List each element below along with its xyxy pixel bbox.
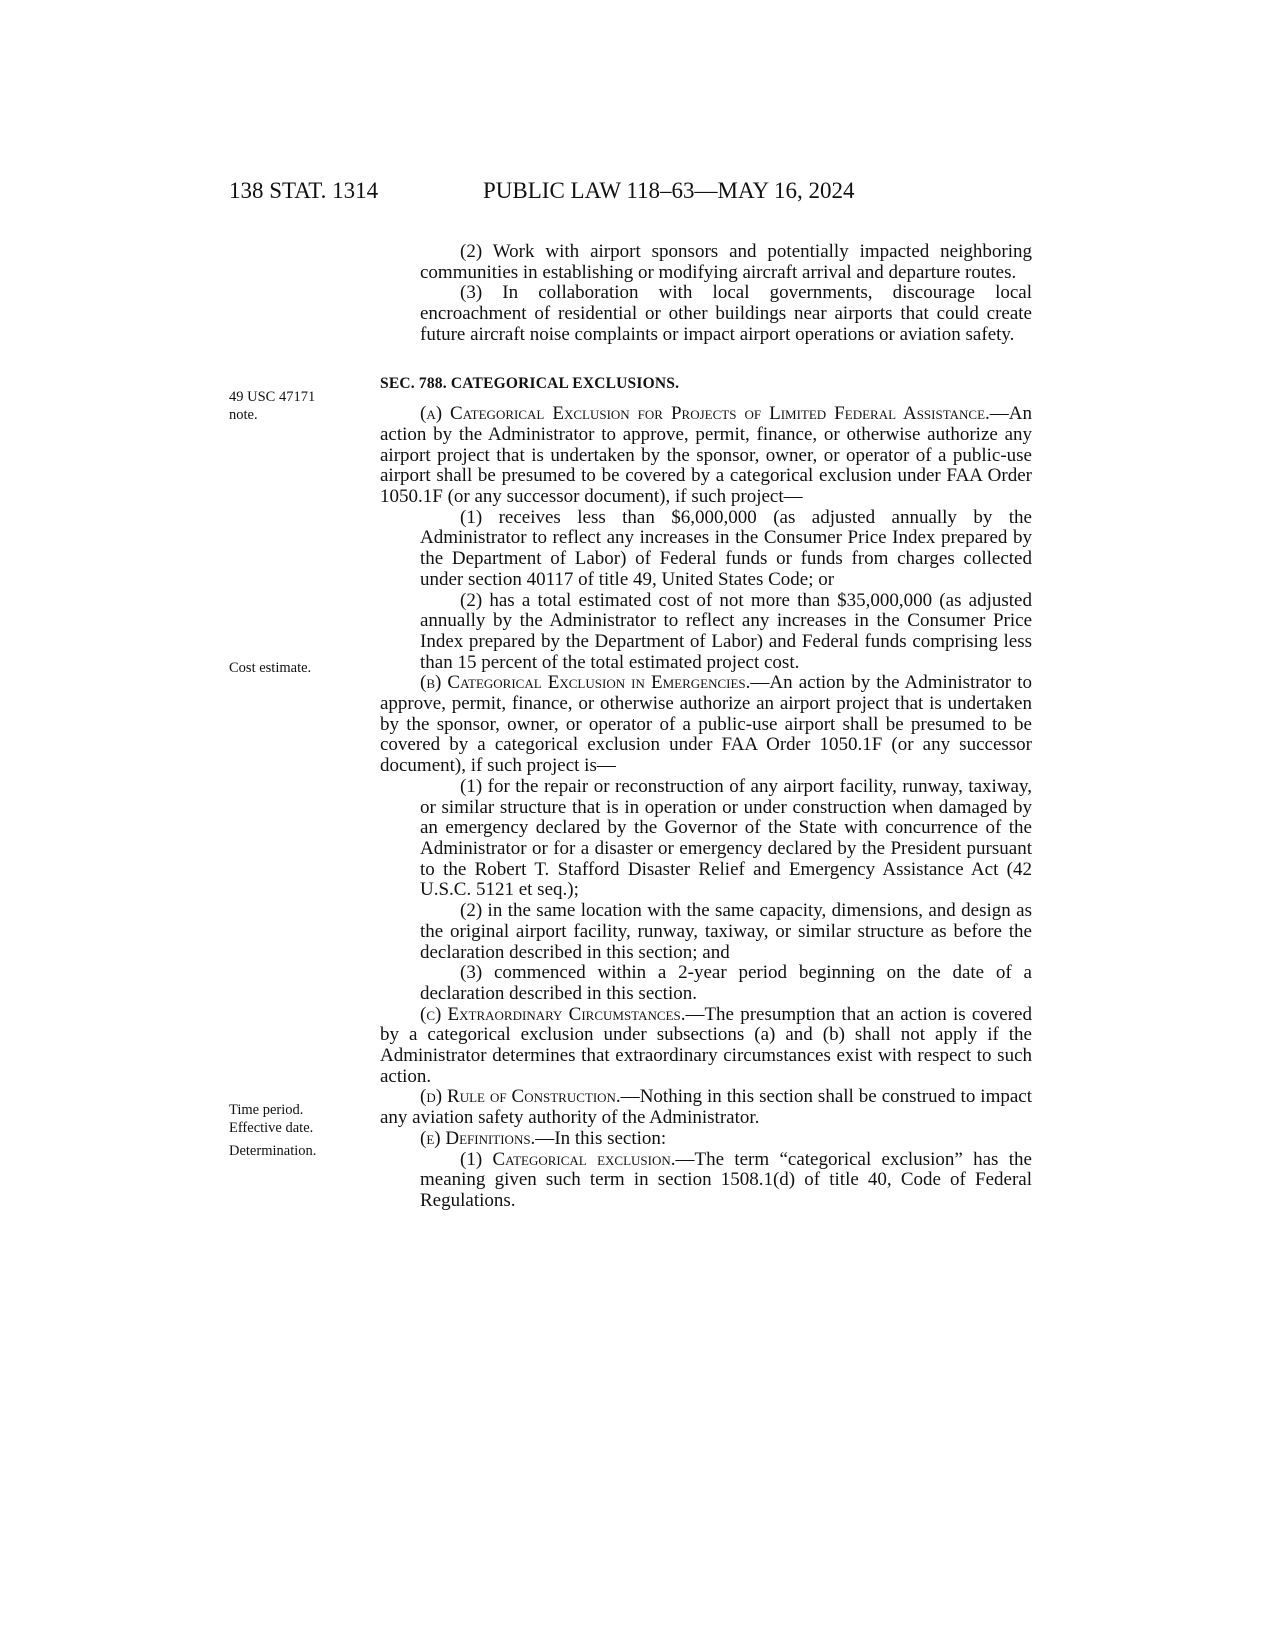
subsection-e bbox=[380, 1129, 1032, 1150]
subsection-b bbox=[380, 673, 1032, 777]
margin-note-time-period: Time period. bbox=[229, 1102, 304, 1118]
paragraph-e1 bbox=[420, 1150, 1032, 1212]
subsection-c-heading: (c) Extraordinary Circumstances.— bbox=[420, 1003, 705, 1025]
margin-note-usc-line2: note. bbox=[229, 407, 258, 423]
paragraph-e1-text: The term “categorical exclusion” has the meaning given such term in section 1508.1(d) of title 40, Code of Federal Regulations. bbox=[420, 1148, 1032, 1211]
section-heading: SEC. 788. CATEGORICAL EXCLUSIONS. bbox=[380, 374, 680, 392]
paragraph-b2: (2) in the same location with the same capacity, dimensions, and design as the original airport facility, runway, taxiway, or similar structure as before the declaration described in this section; and bbox=[420, 900, 1032, 963]
subsection-d-heading: (d) Rule of Construction.— bbox=[420, 1086, 640, 1108]
subsection-a-text: An action by the Administrator to approve, permit, finance, or otherwise authorize any airport project that is undertaken by the sponsor, owner, or operator of a public-use airport shall be presumed to be covered by a categorical exclusion under FAA Order 1050.1F (or any successor document), if such project— bbox=[380, 403, 1032, 508]
paragraph-a2: (2) has a total estimated cost of not more than $35,000,000 (as adjusted annually by the Administrator to reflect any increases in the Consumer Price Index prepared by the Department of Labor) and Federal funds comprising less than 15 percent of the total estimated project cost. bbox=[420, 589, 1032, 673]
paragraph-b1: (1) for the repair or reconstruction of any airport facility, runway, taxiway, or similar structure that is in operation or under construction when damaged by an emergency declared by the Governor of the State with concurrence of the Administrator or for a disaster or emergency declared by the President pursuant to the Robert T. Stafford Disaster Relief and Emergency Assistance Act (42 U.S.C. 5121 et seq.); bbox=[420, 775, 1032, 901]
subsection-a-heading: (a) Categorical Exclusion for Projects of Limited Federal Assistance.— bbox=[420, 403, 1009, 425]
subsection-a bbox=[380, 404, 1032, 508]
margin-note-usc-line1: 49 USC 47171 bbox=[229, 389, 316, 405]
margin-note-cost-estimate: Cost estimate. bbox=[229, 660, 312, 676]
spacer bbox=[380, 346, 1032, 374]
paragraph-e1-heading: (1) Categorical exclusion.— bbox=[460, 1148, 695, 1170]
subsection-e-text: In this section: bbox=[554, 1127, 667, 1149]
paragraph-2-top: (2) Work with airport sponsors and potentially impacted neighboring communities in establishing or modifying aircraft arrival and departure routes. bbox=[420, 241, 1032, 283]
subsection-c bbox=[380, 1005, 1032, 1088]
margin-note-determination: Determination. bbox=[229, 1143, 317, 1159]
statute-page-number: 138 STAT. 1314 bbox=[229, 178, 379, 203]
paragraph-a1: (1) receives less than $6,000,000 (as adjusted annually by the Administrator to reflect any increases in the Consumer Price Index prepared by the Department of Labor) of Federal funds or funds from charges collected under section 40117 of title 49, United States Code; or bbox=[420, 506, 1032, 590]
subsection-e-heading: (e) Definitions.— bbox=[420, 1127, 555, 1149]
subsection-c-text: The presumption that an action is covered by a categorical exclusion under subsections (a) and (b) shall not apply if the Administrator determines that extraordinary circumstances exist with respect to such action. bbox=[380, 1003, 1032, 1087]
margin-note-usc bbox=[229, 388, 315, 424]
subsection-b-heading: (b) Categorical Exclusion in Emergencies.— bbox=[420, 672, 770, 694]
subsection-d bbox=[380, 1087, 1032, 1128]
margin-note-effective-date: Effective date. bbox=[229, 1120, 314, 1136]
body-text bbox=[380, 242, 1032, 1212]
paragraph-3-top: (3) In collaboration with local governments, discourage local encroachment of residential or other buildings near airports that could create future aircraft noise complaints or impact airport operations or aviation safety. bbox=[420, 282, 1032, 345]
subsection-b-text: An action by the Administrator to approve, permit, finance, or otherwise authorize an airport project that is undertaken by the sponsor, owner, or operator of a public-use airport shall be presumed to be covered by a categorical exclusion under FAA Order 1050.1F (or any successor document), if such project is— bbox=[380, 672, 1032, 777]
running-header: PUBLIC LAW 118–63—MAY 16, 2024 bbox=[483, 178, 855, 203]
paragraph-b3: (3) commenced within a 2-year period beginning on the date of a declaration described in this section. bbox=[420, 962, 1032, 1004]
subsection-d-text: Nothing in this section shall be construed to impact any aviation safety authority of the Administrator. bbox=[380, 1086, 1032, 1129]
